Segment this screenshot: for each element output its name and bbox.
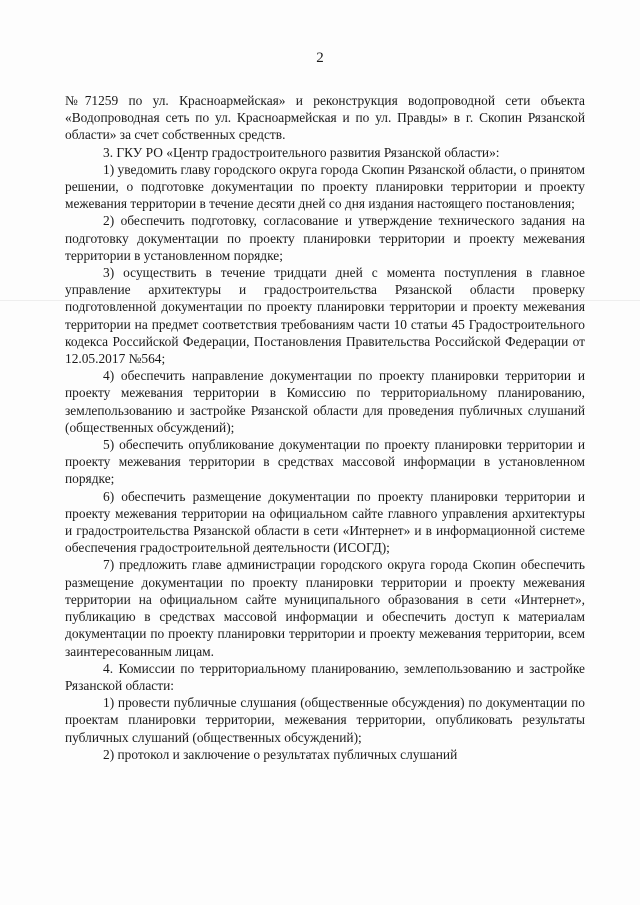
paragraph: 3) осуществить в течение тридцати дней с момента поступления в главное управление архитектуры и градостроительства Рязанской области проверку подготовленной документации по проекту планировки территории и проекту межевания территории на предмет соответствия требованиям части 10 статьи 45 Градостроительного кодекса Российской Федерации, Постановления Правительства Российской Федерации от 12.05.2017 №564; xyxy=(65,265,585,367)
paragraph: 7) предложить главе администрации городского округа города Скопин обеспечить размещение документации по проекту планировки территории и проекту межевания территории на официальном сайте муниципального образования в сети «Интернет», публикацию в средствах массовой информации и обеспечить доступ к материалам документации по проекту планировки территории и проекту межевания территории, всем заинтересованным лицам. xyxy=(65,557,585,659)
paragraph: 5) обеспечить опубликование документации по проекту планировки территории и проекту межевания территории в средствах массовой информации в установленном порядке; xyxy=(65,437,585,487)
document-body xyxy=(65,92,585,763)
paragraph: 4) обеспечить направление документации по проекту планировки территории и проекту межевания территории в Комиссию по территориальному планированию, землепользованию и застройке Рязанской области для проведения публичных слушаний (общественных обсуждений); xyxy=(65,368,585,435)
paragraph: №71259 по ул. Красноармейская» и реконструкция водопроводной сети объекта «Водопроводная сеть по ул. Красноармейская и по ул. Правды» в г. Скопин Рязанской области» за счет собственных средств. xyxy=(65,93,585,143)
paragraph: 1) уведомить главу городского округа города Скопин Рязанской области, о принятом решении, о подготовке документации по проекту планировки территории и проекту межевания территории в течение десяти дней со дня издания настоящего постановления; xyxy=(65,161,585,212)
paragraph: 1) провести публичные слушания (общественные обсуждения) по документации по проектам планировки территории, межевания территории, опубликовать результаты публичных слушаний (общественных обсуждений); xyxy=(65,695,585,745)
page-number: 2 xyxy=(316,50,324,66)
paragraph: 6) обеспечить размещение документации по проекту планировки территории и проекту межевания территории на официальном сайте главного управления архитектуры и градостроительства Рязанской области в сети «Интернет» и в информационной системе обеспечения градостроительной деятельности (ИСОГД); xyxy=(65,488,585,556)
paragraph: 3. ГКУ РО «Центр градостроительного развития Рязанской области»: xyxy=(103,144,500,160)
paragraph: 4. Комиссии по территориальному планированию, землепользованию и застройке Рязанской области: xyxy=(65,660,585,693)
paragraph: 2) обеспечить подготовку, согласование и утверждение технического задания на подготовку документации по проекту планировки территории и проекту межевания территории в установленном порядке; xyxy=(65,213,585,263)
paragraph: 2) протокол и заключение о результатах публичных слушаний xyxy=(103,746,458,762)
